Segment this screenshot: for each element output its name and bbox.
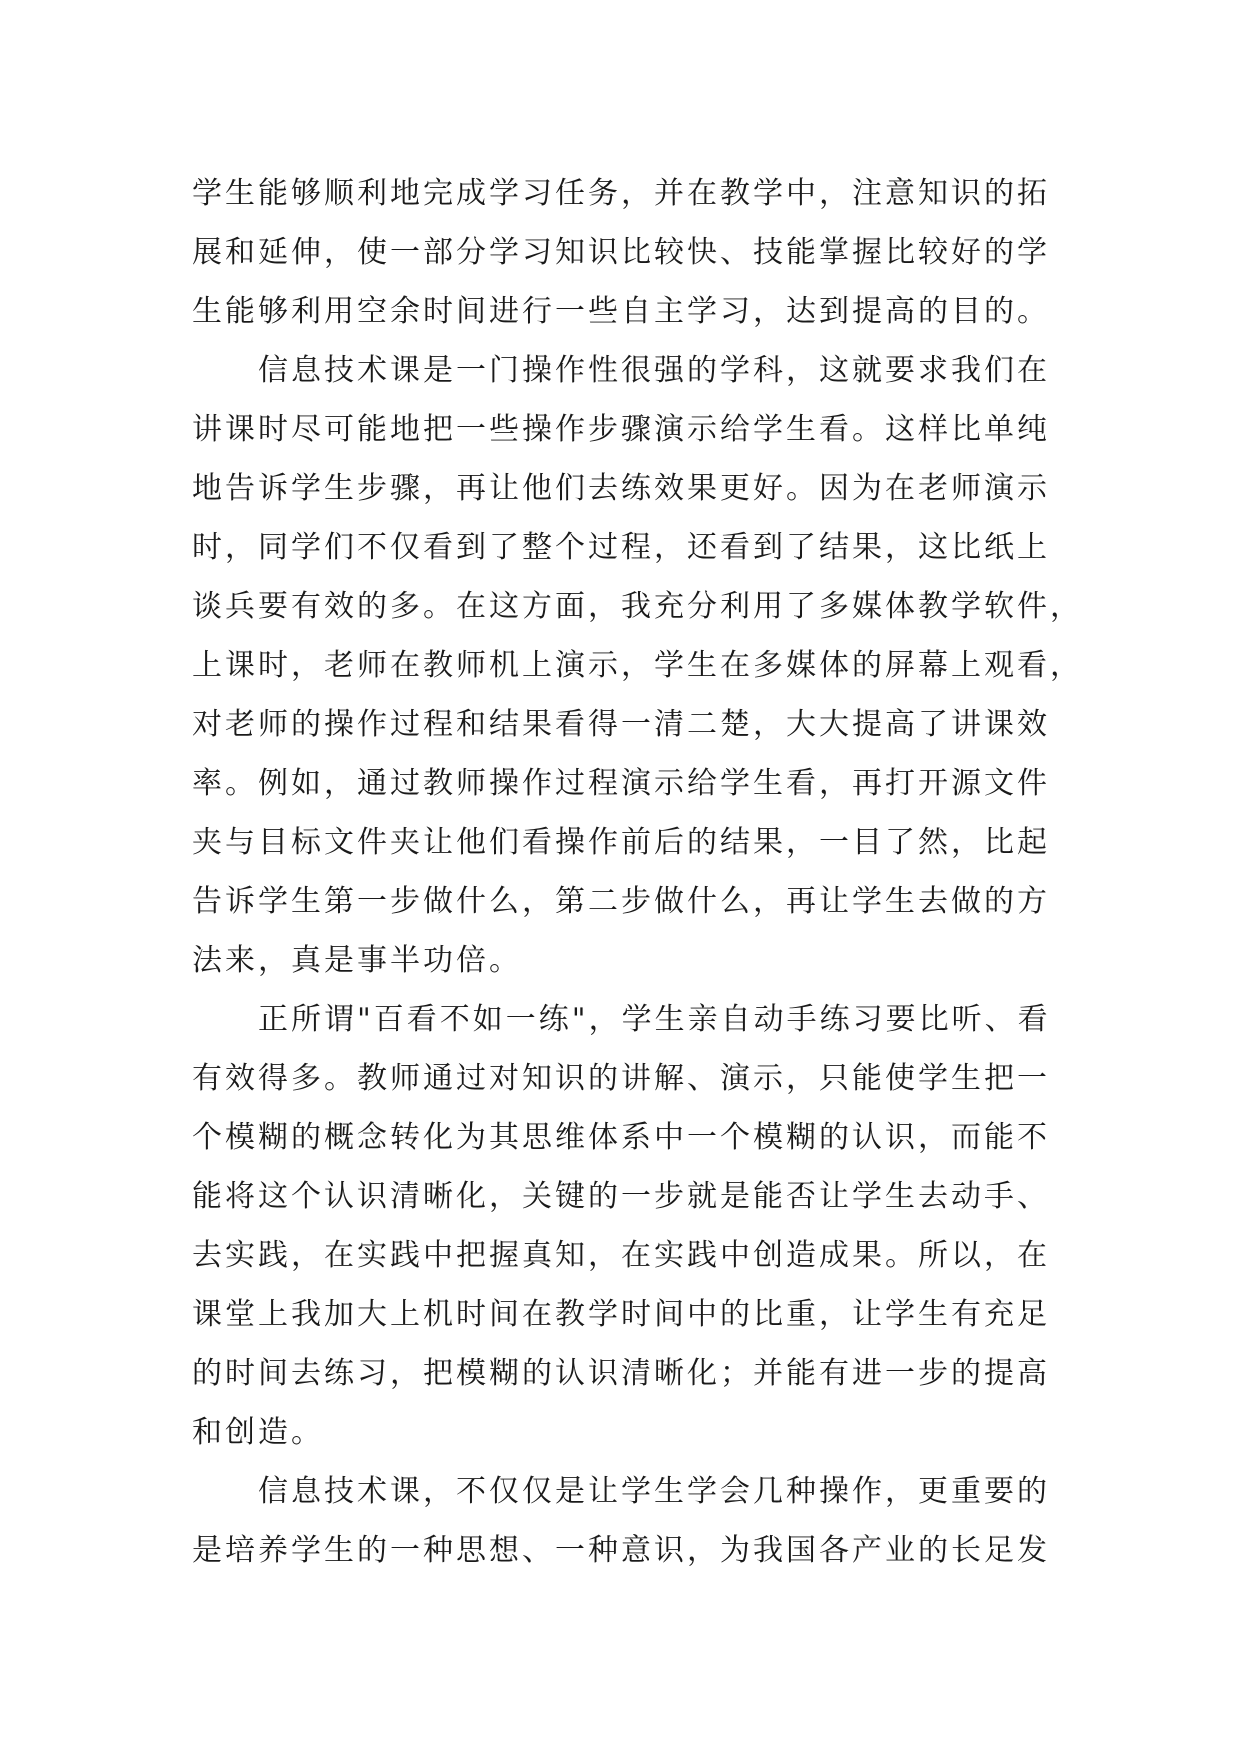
text-line: 展和延伸，使一部分学习知识比较快、技能掌握比较好的学 (192, 235, 1050, 270)
text-line: 对老师的操作过程和结果看得一清二楚，大大提高了讲课效 (192, 707, 1050, 742)
text-line: 告诉学生第一步做什么，第二步做什么，再让学生去做的方 (192, 884, 1050, 919)
text-line: 时，同学们不仅看到了整个过程，还看到了结果，这比纸上 (192, 530, 1050, 565)
text-line: 率。例如，通过教师操作过程演示给学生看，再打开源文件 (192, 766, 1050, 801)
text-line: 能将这个认识清晰化，关键的一步就是能否让学生去动手、 (192, 1179, 1050, 1214)
text-line: 学生能够顺利地完成学习任务，并在教学中，注意知识的拓 (192, 176, 1050, 211)
text-line: 法来，真是事半功倍。 (192, 943, 522, 978)
text-line: 信息技术课，不仅仅是让学生学会几种操作，更重要的 (258, 1474, 1050, 1509)
text-line: 上课时，老师在教师机上演示，学生在多媒体的屏幕上观看， (192, 648, 1083, 683)
text-line: 正所谓"百看不如一练"，学生亲自动手练习要比听、看 (258, 1002, 1051, 1037)
text-line: 是培养学生的一种思想、一种意识，为我国各产业的长足发 (192, 1533, 1050, 1568)
text-line: 生能够利用空余时间进行一些自主学习，达到提高的目的。 (192, 294, 1050, 329)
text-line: 个模糊的概念转化为其思维体系中一个模糊的认识，而能不 (192, 1120, 1050, 1155)
text-line: 谈兵要有效的多。在这方面，我充分利用了多媒体教学软件， (192, 589, 1083, 624)
text-line: 讲课时尽可能地把一些操作步骤演示给学生看。这样比单纯 (192, 412, 1050, 447)
text-line: 夹与目标文件夹让他们看操作前后的结果，一目了然，比起 (192, 825, 1050, 860)
body-text (192, 164, 1083, 1580)
text-line: 去实践，在实践中把握真知，在实践中创造成果。所以，在 (192, 1238, 1050, 1273)
text-line: 信息技术课是一门操作性很强的学科，这就要求我们在 (258, 353, 1050, 388)
text-line: 课堂上我加大上机时间在教学时间中的比重，让学生有充足 (192, 1297, 1050, 1332)
text-line: 和创造。 (192, 1415, 324, 1450)
text-line: 有效得多。教师通过对知识的讲解、演示，只能使学生把一 (192, 1061, 1050, 1096)
text-line: 地告诉学生步骤，再让他们去练效果更好。因为在老师演示 (192, 471, 1050, 506)
text-line: 的时间去练习，把模糊的认识清晰化；并能有进一步的提高 (192, 1356, 1050, 1391)
